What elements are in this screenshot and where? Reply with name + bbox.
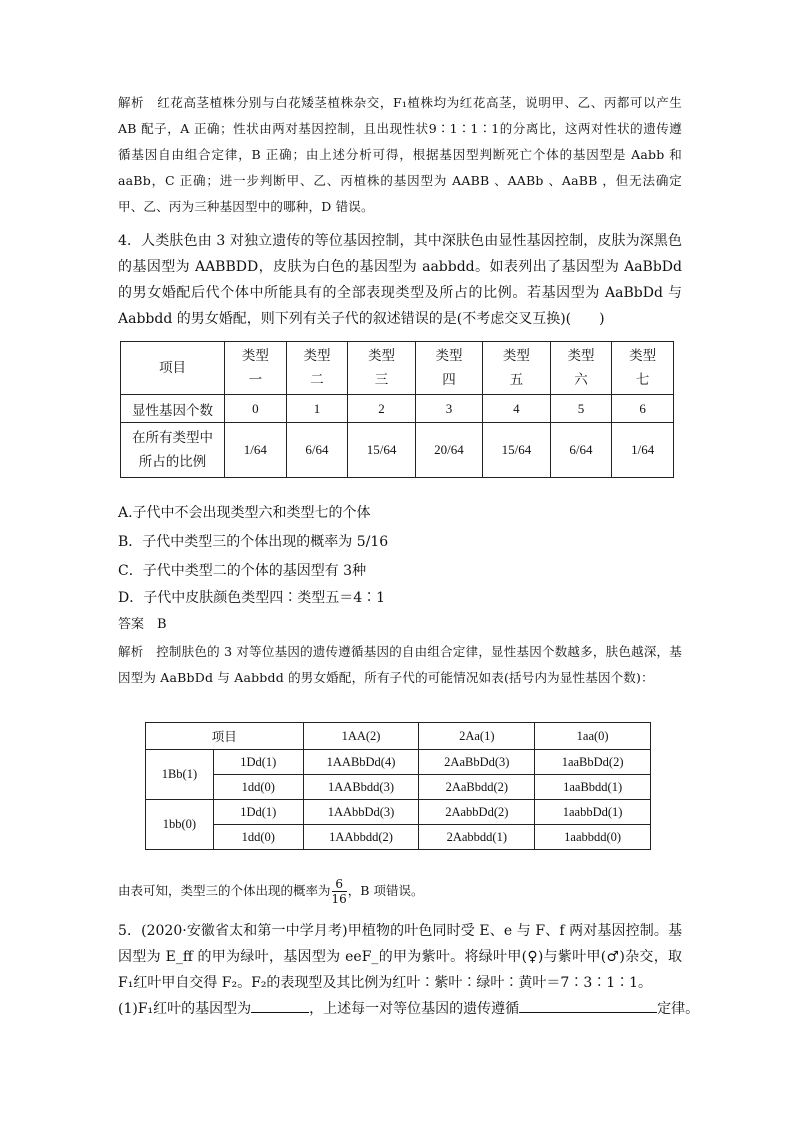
sub1-text-a: (1)F₁红叶的基因型为: [118, 1001, 252, 1017]
option-c: C．子代中类型二的个体的基因型有 3种: [118, 563, 367, 579]
table-cell: 15/64: [348, 423, 415, 478]
table-cell: 2: [348, 395, 415, 423]
conclusion-end: ，B 项错误。: [347, 883, 424, 898]
table-cell: 3: [415, 395, 482, 423]
table2-col-header: 2Aa(1): [419, 723, 535, 750]
explanation-paragraph-2: [118, 639, 682, 691]
table2-sub-label: 1Dd(1): [213, 800, 303, 825]
question-5-stem: 5．(2020·安徽省太和第一中学月考)甲植物的叶色同时受 E、e 与 F、f 两对基因控制。基因型为 E_ff 的甲为绿叶，基因型为 eeF_的甲为紫叶。将绿叶甲(♀)与紫叶甲(♂)杂交，取 F₁红叶甲自交得 F₂。F₂的表现型及其比例为红叶∶紫叶∶绿叶∶黄叶＝7∶3∶1∶1。: [118, 923, 682, 991]
sub1-text-b: ，上述每一对等位基因的遗传遵循: [309, 1001, 520, 1017]
table2-col-header: 1AA(2): [303, 723, 419, 750]
table-row: [146, 775, 651, 800]
table-row: [146, 750, 651, 775]
answer-blank[interactable]: [519, 998, 657, 1013]
phenotype-ratio-table: [120, 341, 674, 478]
answer-blank[interactable]: [251, 998, 309, 1013]
table-cell: 2Aabbdd(1): [419, 825, 535, 850]
table-row: [146, 800, 651, 825]
type-4-header: 类型 四: [415, 342, 482, 395]
table-cell: 1AABbdd(3): [303, 775, 419, 800]
table-cell: 1/64: [225, 423, 287, 478]
table2-sub-label: 1dd(0): [213, 825, 303, 850]
table-cell: 6: [612, 395, 674, 423]
ratio-label: 在所有类型中 所占的比例: [121, 423, 225, 478]
table-cell: 1aabbdd(0): [535, 825, 651, 850]
answer-line: [118, 612, 167, 638]
type-1-header: 类型 一: [225, 342, 287, 395]
answer-label: 答案: [118, 617, 145, 632]
offspring-genotype-table: [145, 722, 651, 850]
table-header-label: 项目: [121, 342, 225, 395]
type-3-header: 类型 三: [348, 342, 415, 395]
table-cell: 15/64: [483, 423, 550, 478]
question-4-stem: 4．人类肤色由 3 对独立遗传的等位基因控制，其中深肤色由显性基因控制，皮肤为深黑色的基因型为 AABBDD，皮肤为白色的基因型为 aabbdd。如表列出了基因型为 AaBbDd 的男女婚配后代个体中所能具有的全部表现类型及所占的比例。若基因型为 AaBbDd 与 Aabbdd 的男女婚配，则下列有关子代的叙述错误的是(不考虑交叉互换)( ): [118, 233, 682, 327]
table-cell: 2AaBbDd(3): [419, 750, 535, 775]
table-cell: 20/64: [415, 423, 482, 478]
fraction-numerator: 6: [335, 877, 343, 891]
table2-group-label: 1bb(0): [146, 800, 214, 850]
dominant-count-label: 显性基因个数: [121, 395, 225, 423]
option-d: D．子代中皮肤颜色类型四∶类型五＝4∶1: [118, 590, 386, 606]
table-row: [121, 423, 674, 478]
table2-col-header: 1aa(0): [535, 723, 651, 750]
question-5-sub-1: [118, 996, 699, 1022]
type-6-header: 类型 六: [550, 342, 612, 395]
table-cell: 1: [286, 395, 348, 423]
fraction-denominator: 16: [331, 892, 347, 906]
option-b: B．子代中类型三的个体出现的概率为 5/16: [118, 534, 389, 550]
table-cell: 1AAbbDd(3): [303, 800, 419, 825]
answer-value: B: [157, 617, 167, 632]
table-cell: 1/64: [612, 423, 674, 478]
explanation-label: 解析: [118, 95, 145, 110]
table2-corner: 项目: [146, 723, 304, 750]
table-cell: 6/64: [286, 423, 348, 478]
table-cell: 2AabbDd(2): [419, 800, 535, 825]
option-a: A.子代中不会出现类型六和类型七的个体: [118, 505, 371, 521]
sub1-text-c: 定律。: [657, 1001, 700, 1017]
type-7-header: 类型 七: [612, 342, 674, 395]
conclusion-line: [118, 876, 423, 906]
explanation-label: 解析: [118, 644, 144, 659]
table-cell: 5: [550, 395, 612, 423]
type-5-header: 类型 五: [483, 342, 550, 395]
table-header-row: [121, 342, 674, 395]
table-cell: 0: [225, 395, 287, 423]
explanation-text: 控制肤色的 3 对等位基因的遗传遵循基因的自由组合定律，显性基因个数越多，肤色越深，基因型为 AaBbDd 与 Aabbdd 的男女婚配，所有子代的可能情况如表(括号内为显性基因个数)：: [118, 644, 682, 685]
table-header-row: [146, 723, 651, 750]
explanation-paragraph-1: [118, 90, 682, 220]
probability-fraction: [332, 877, 347, 906]
table2-sub-label: 1dd(0): [213, 775, 303, 800]
table-row: [121, 395, 674, 423]
table-cell: 6/64: [550, 423, 612, 478]
table-cell: 1aabbDd(1): [535, 800, 651, 825]
table-row: [146, 825, 651, 850]
table2-sub-label: 1Dd(1): [213, 750, 303, 775]
table-cell: 1AAbbdd(2): [303, 825, 419, 850]
explanation-text: 红花高茎植株分别与白花矮茎植株杂交，F₁植株均为红花高茎，说明甲、乙、丙都可以产生AB 配子，A 正确；性状由两对基因控制，且出现性状9∶1∶1∶1的分离比，这两对性状的遗传遵循基因自由组合定律，B 正确；由上述分析可得，根据基因型判断死亡个体的基因型是 Aabb 和 aaBb，C 正确；进一步判断甲、乙、丙植株的基因型为 AABB 、AABb 、AaBB ，但无法确定甲、乙、丙为三种基因型中的哪种，D 错误。: [118, 95, 682, 214]
table-cell: 4: [483, 395, 550, 423]
table-cell: 1aaBbdd(1): [535, 775, 651, 800]
table-cell: 2AaBbdd(2): [419, 775, 535, 800]
type-2-header: 类型 二: [286, 342, 348, 395]
table-cell: 1aaBbDd(2): [535, 750, 651, 775]
table-cell: 1AABbDd(4): [303, 750, 419, 775]
conclusion-text: 由表可知，类型三的个体出现的概率为: [118, 883, 331, 898]
table2-group-label: 1Bb(1): [146, 750, 214, 800]
